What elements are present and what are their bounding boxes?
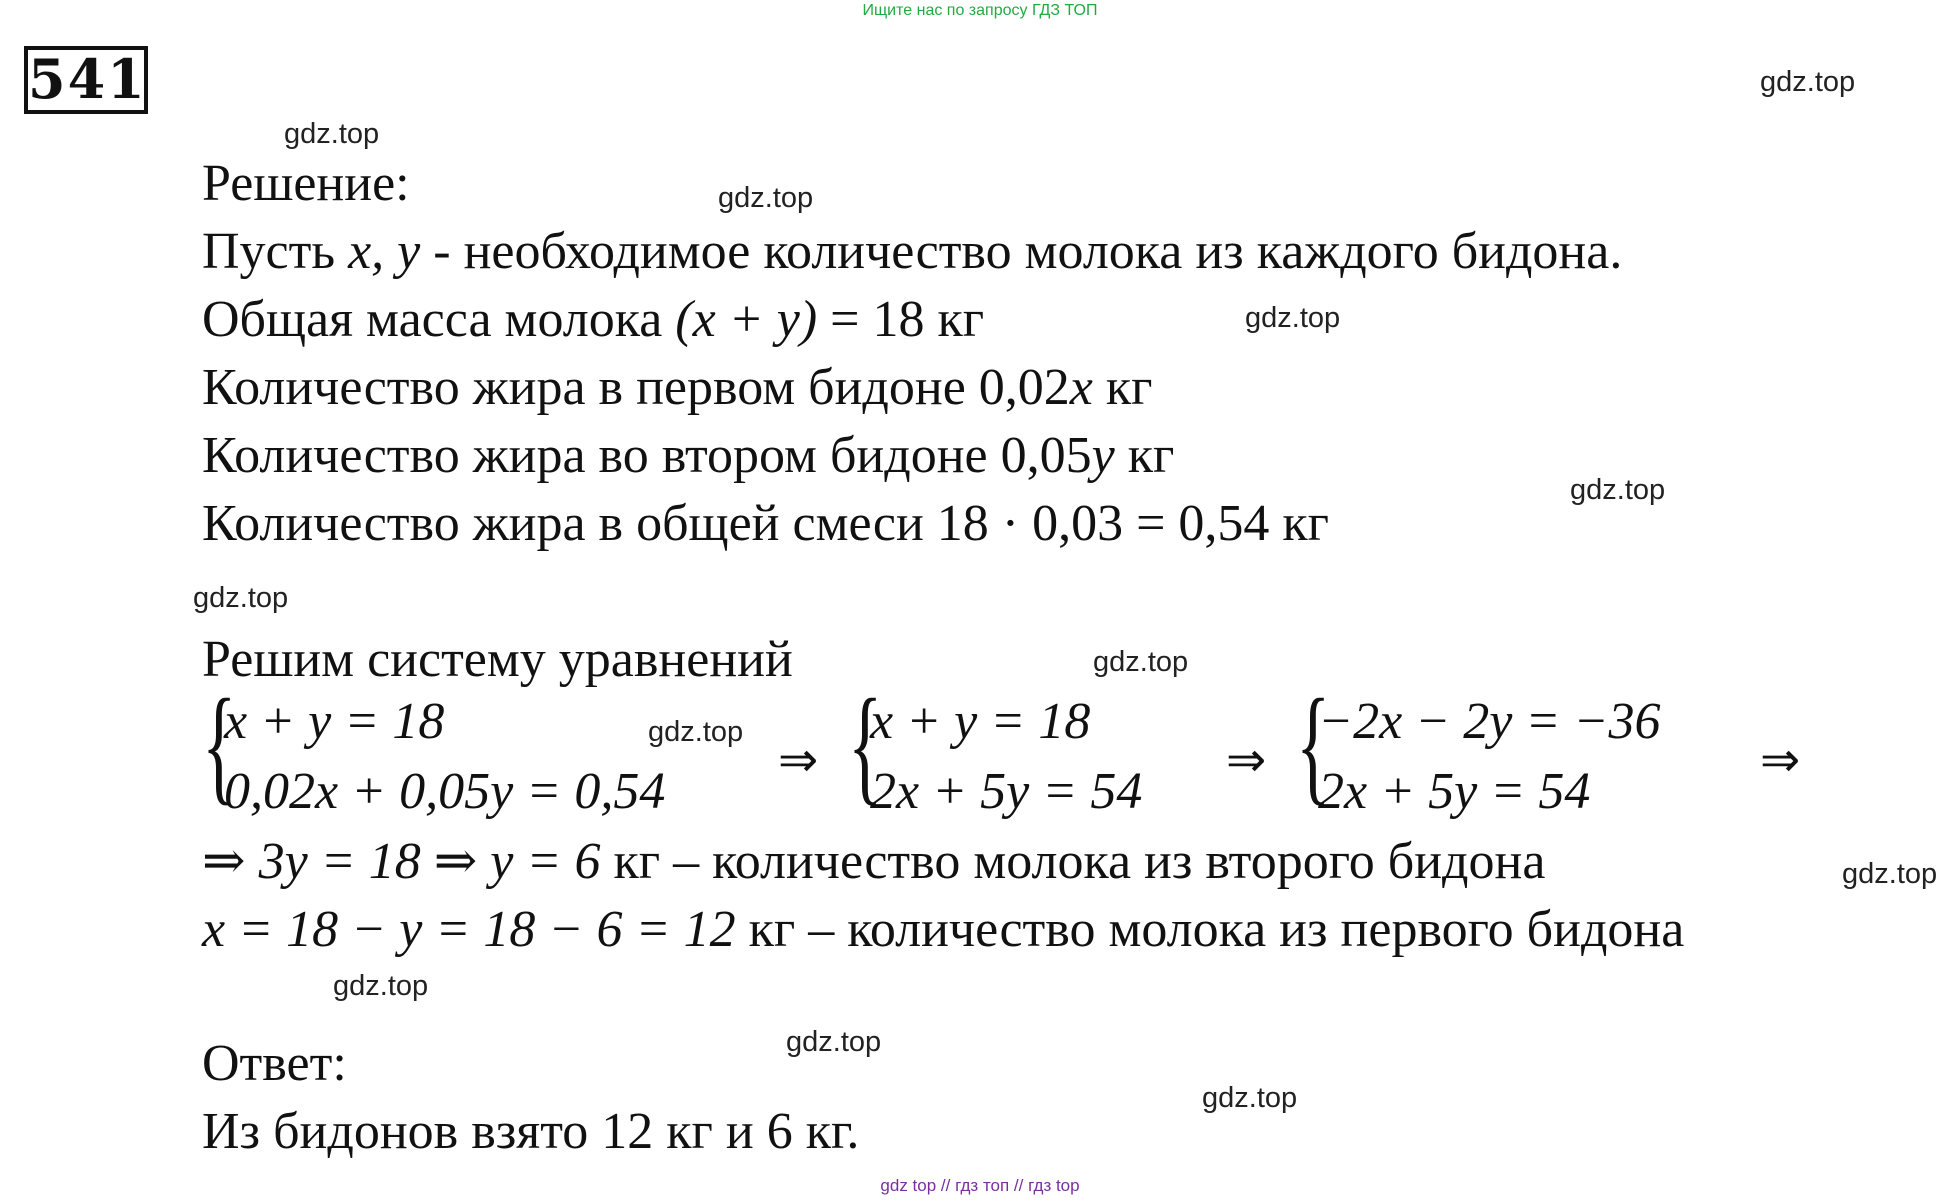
system-brace: { (1296, 673, 1331, 817)
system-brace: { (848, 673, 883, 817)
system3-eq2: 2x + 5y = 54 (1318, 763, 1591, 820)
fat-second-unit: кг (1114, 427, 1175, 484)
fat-second-line (202, 426, 1174, 486)
mass-value: = 18 кг (817, 291, 985, 348)
watermark: gdz.top (284, 118, 380, 150)
solve-system-line: Решим систему уравнений (202, 631, 793, 688)
top-banner: Ищите нас по запросу ГДЗ ТОП (862, 2, 1098, 19)
watermark: gdz.top (1570, 474, 1666, 506)
mass-prefix: Общая масса молока (202, 291, 676, 348)
watermark: gdz.top (786, 1026, 882, 1058)
mass-expression: (x + y) (675, 291, 818, 348)
fat-first-unit: кг (1092, 359, 1153, 416)
watermark: gdz.top (1245, 302, 1341, 334)
footer-links: gdz top // гдз топ // гдз top (880, 1176, 1080, 1195)
system2-eq1: x + y = 18 (870, 693, 1091, 750)
system1-eq1: x + y = 18 (224, 693, 445, 750)
system1-eq2: 0,02x + 0,05y = 0,54 (224, 763, 666, 820)
watermark: gdz.top (718, 182, 814, 214)
fat-total-line: Количество жира в общей смеси 18 · 0,03 = 0,54 кг (202, 495, 1330, 552)
y-result-line (202, 832, 1545, 892)
let-suffix: - необходимое количество молока из каждого бидона. (420, 223, 1623, 280)
let-variables: x, y (348, 223, 421, 280)
task-number: 541 (24, 46, 148, 114)
watermark: gdz.top (1760, 66, 1856, 98)
solution-heading: Решение: (202, 155, 410, 212)
let-prefix: Пусть (202, 223, 349, 280)
watermark: gdz.top (1093, 646, 1189, 678)
fat-second-variable: y (1091, 427, 1115, 484)
watermark: gdz.top (333, 970, 429, 1002)
watermark: gdz.top (1842, 858, 1938, 890)
fat-first-line (202, 358, 1152, 418)
y-result-text: кг – количество молока из второго бидона (600, 833, 1546, 890)
answer-text: Из бидонов взято 12 кг и 6 кг. (202, 1103, 860, 1160)
mass-line (202, 290, 984, 350)
y-result-math: ⇒ 3y = 18 ⇒ y = 6 (202, 833, 601, 890)
fat-first-variable: x (1069, 359, 1093, 416)
x-result-math: x = 18 − y = 18 − 6 = 12 (202, 901, 736, 958)
x-result-line (202, 900, 1684, 960)
watermark: gdz.top (1202, 1082, 1298, 1114)
fat-second-prefix: Количество жира во втором бидоне 0,05 (202, 427, 1092, 484)
watermark: gdz.top (193, 582, 289, 614)
x-result-text: кг – количество молока из первого бидона (735, 901, 1685, 958)
system3-eq1: −2x − 2y = −36 (1318, 693, 1661, 750)
fat-first-prefix: Количество жира в первом бидоне 0,02 (202, 359, 1070, 416)
answer-label: Ответ: (202, 1035, 347, 1092)
implies-arrow: ⇒ (1760, 732, 1801, 788)
implies-arrow: ⇒ (1226, 732, 1267, 788)
watermark: gdz.top (648, 716, 744, 748)
system-brace: { (202, 673, 237, 817)
system2-eq2: 2x + 5y = 54 (870, 763, 1143, 820)
implies-arrow: ⇒ (778, 732, 819, 788)
let-line (202, 222, 1622, 282)
